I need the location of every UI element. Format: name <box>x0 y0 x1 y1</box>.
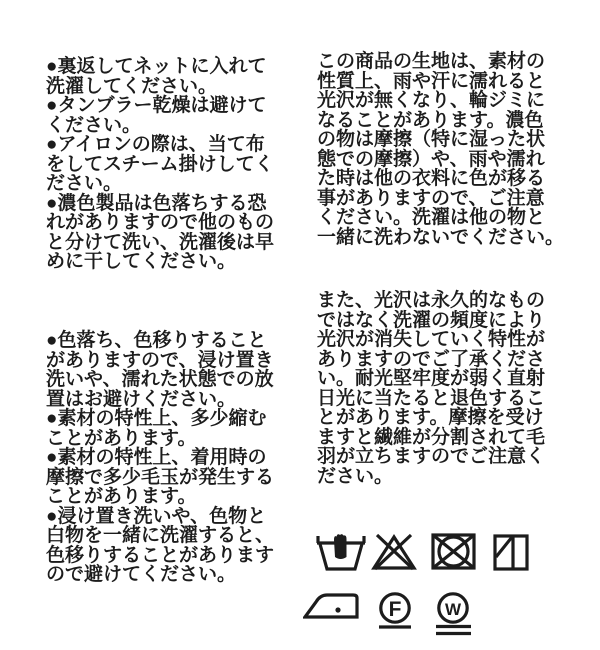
text-line: ことがあります。 <box>46 486 197 507</box>
professional-wet-clean-W-icon <box>434 592 474 637</box>
text-line: れがありますので他のもの <box>46 212 275 233</box>
text-line: 洗いや、濡れた状態での放 <box>46 369 274 390</box>
text-line: ことがあります。 <box>46 427 197 449</box>
hand-wash-icon <box>315 531 367 571</box>
wet-clean-letter: W <box>444 600 462 619</box>
text-line: ださい。 <box>46 173 123 194</box>
text-line: 光沢が消失していく特性が <box>317 329 546 350</box>
text-line: 光沢が無くなり、輪ジミに <box>317 90 546 111</box>
text-line: また、光沢は永久的なもの <box>317 290 546 311</box>
text-line: 羽が立ちますのでご注意く <box>317 446 546 467</box>
text-line: ください。洗濯は他の物と <box>317 207 546 228</box>
professional-dry-clean-F-icon <box>377 592 413 630</box>
text-line: と分けて洗い、洗濯後は早 <box>46 231 275 253</box>
text-line: 摩擦で多少毛玉が発生する <box>46 466 275 488</box>
text-line: 態での摩擦）や、雨や濡れ <box>317 148 545 170</box>
text-line: ください。 <box>46 114 142 136</box>
text-line: ●タンブラー乾燥は避けて <box>46 95 267 116</box>
text-line: めに干してください。 <box>46 251 237 272</box>
text-line: ●濃色製品は色落ちする恐 <box>46 192 267 214</box>
text-line: 一緒に洗わないでください。 <box>317 226 565 248</box>
text-line: ますと繊維が分割されて毛 <box>317 426 546 448</box>
text-line: をしてスチーム掛けしてく <box>46 153 274 175</box>
do-not-bleach-icon <box>368 532 420 571</box>
text-line: ●素材の特性上、多少縮む <box>46 408 267 429</box>
text-line: 事がありますので、ご注意 <box>317 187 545 209</box>
iron-low-heat-icon <box>303 592 359 619</box>
text-line: い。耐光堅牢度が弱く直射 <box>317 368 546 389</box>
text-line: の物は摩擦（特に湿った状 <box>317 129 546 150</box>
do-not-tumble-dry-icon <box>429 532 478 571</box>
text-line: ●裏返してネットに入れて <box>46 56 267 77</box>
text-line: 白物を一緒に洗濯すると、 <box>46 525 275 546</box>
text-line: ので避けてください。 <box>46 564 237 585</box>
left-instructions-block-1 <box>46 57 274 272</box>
text-line: ●アイロンの際は、当て布 <box>46 134 265 155</box>
left-instructions-block-2 <box>46 331 274 585</box>
text-line: この商品の生地は、素材の <box>317 51 546 72</box>
text-line: ●素材の特性上、着用時の <box>46 447 267 468</box>
right-fabric-notice-block-2 <box>317 291 545 486</box>
hang-dry-in-shade-icon <box>492 533 530 572</box>
text-line: 日光に当たると退色するこ <box>317 387 546 409</box>
right-fabric-notice-block-1 <box>317 52 564 247</box>
dry-clean-letter: F <box>388 598 402 621</box>
text-line: 性質上、雨や汗に濡れると <box>317 70 546 92</box>
text-line: とがあります。摩擦を受け <box>317 407 544 428</box>
text-line: ありますのでご了承くださ <box>317 348 546 370</box>
text-line: 置はお避けください。 <box>46 388 237 410</box>
text-line: 洗濯してください。 <box>46 75 218 97</box>
text-line: ●色落ち、色移りすること <box>46 330 267 351</box>
text-line: なることがあります。濃色 <box>317 109 544 131</box>
text-line: 色移りすることがあります <box>46 544 275 566</box>
text-line: ださい。 <box>317 465 394 487</box>
text-line: ●浸け置き洗いや、色物と <box>46 505 267 527</box>
text-line: た時は他の衣料に色が移る <box>317 168 546 189</box>
text-line: がありますので、浸け置き <box>46 349 274 371</box>
text-line: ではなく洗濯の頻度により <box>317 309 546 331</box>
